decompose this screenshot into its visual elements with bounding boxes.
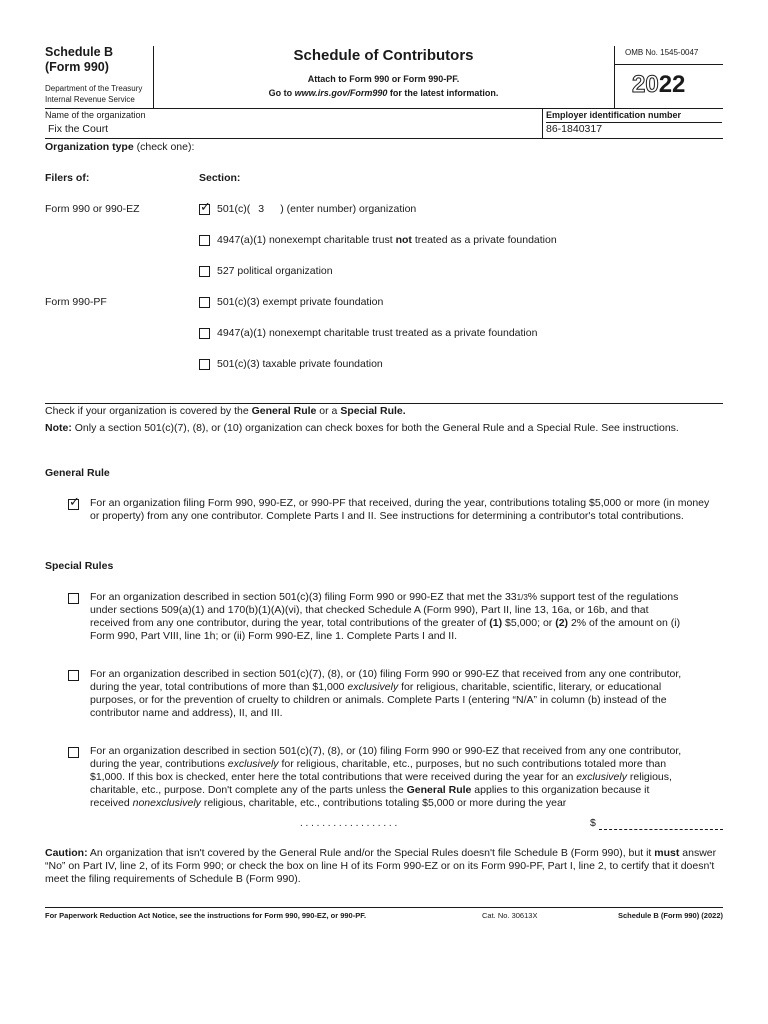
check-mark-icon: ✓: [200, 199, 211, 214]
ein-label: Employer identification number: [546, 110, 722, 123]
special-rules-heading: Special Rules: [45, 560, 114, 572]
section-rule: [45, 403, 723, 404]
rule-note: Note: Only a section 501(c)(7), (8), or (10) organization can check boxes for both the General Rule and a Special Rule. See instructions.: [45, 422, 679, 434]
paperwork-notice: For Paperwork Reduction Act Notice, see the instructions for Form 990, 990-EZ, or 990-PF.: [45, 911, 367, 920]
leader-dots: . . . . . . . . . . . . . . . . . .: [300, 818, 398, 829]
special-rule-3-amount-input[interactable]: [599, 829, 723, 830]
ein-divider: [542, 108, 543, 138]
general-rule-checkbox[interactable]: [68, 494, 80, 510]
omb-divider: [615, 64, 723, 65]
group-990-label: Form 990 or 990-EZ: [45, 203, 140, 215]
special-rule-3-text: For an organization described in section 501(c)(7), (8), or (10) filing Form 990 or 990-EZ that received from any one contributor, during the year, contributions exclusively for religious, charitable, etc., purposes, but no such contributions totaled more than $1,000. If this box is checked, enter here the total contributions that were received during the year for an exclusively religious, charitable, etc., purpose. Don't complete any of the parts unless the General Rule applies to this organization because it received nonexclusively religious, charitable, etc., contributions totaling $5,000 or more during the year: [90, 745, 682, 809]
form-name: (Form 990): [45, 60, 109, 74]
org-type-4947-pf-checkbox[interactable]: [199, 328, 210, 339]
dept-line-1: Department of the Treasury: [45, 84, 143, 93]
org-type-4947-not-pf-checkbox[interactable]: [199, 235, 210, 246]
omb-number: OMB No. 1545-0047: [625, 48, 699, 57]
catalog-number: Cat. No. 30613X: [482, 911, 538, 920]
special-rule-2-text: For an organization described in section 501(c)(7), (8), or (10) filing Form 990 or 990-EZ that received from any one contributor, during the year, total contributions of more than $1,000 exclusively for religious, charitable, scientific, literary, or educational purposes, or for the prevention of cruelty to children or animals. Complete Parts I (entering “N/A” in column (b) instead of the contributor name and address), II, and III.: [90, 668, 682, 719]
org-name-value[interactable]: Fix the Court: [48, 123, 109, 135]
org-type-exempt-pf-label: 501(c)(3) exempt private foundation: [217, 296, 384, 308]
header-divider-right: [614, 46, 615, 108]
attach-instruction: Attach to Form 990 or Form 990-PF.: [307, 74, 460, 84]
special-rule-2-checkbox[interactable]: [68, 670, 79, 681]
dept-line-2: Internal Revenue Service: [45, 95, 135, 104]
org-name-label: Name of the organization: [45, 110, 146, 120]
general-rule-heading: General Rule: [45, 467, 110, 479]
org-type-heading: Organization type (check one):: [45, 141, 195, 153]
org-type-501c-checkbox[interactable]: [199, 199, 211, 215]
tax-year: 2022: [632, 71, 686, 98]
org-bottom-rule: [45, 138, 723, 139]
special-rule-1-text: For an organization described in section 501(c)(3) filing Form 990 or 990-EZ that met the 331/3% support test of the regulations under sections 509(a)(1) and 170(b)(1)(A)(vi), that checked Schedule A (Form 990), Part II, line 13, 16a, or 16b, and that received from any one contributor, during the year, total contributions of the greater of (1) $5,000; or (2) 2% of the amount on (i) Form 990, Part VIII, line 1h; or (ii) Form 990-EZ, line 1. Complete Parts I and II.: [90, 591, 681, 642]
footer-rule: [45, 907, 723, 908]
footer-form-reference: Schedule B (Form 990) (2022): [617, 911, 723, 920]
special-rule-3-checkbox[interactable]: [68, 747, 79, 758]
header-bottom-rule: [45, 108, 723, 109]
org-type-501c-number[interactable]: 3: [258, 203, 265, 215]
org-type-501c-label: 501(c)( 3 ) (enter number) organization: [217, 203, 417, 215]
form-title: Schedule of Contributors: [293, 47, 474, 64]
dollar-sign: $: [590, 817, 596, 829]
irs-url-link[interactable]: www.irs.gov/Form990: [294, 88, 388, 98]
rule-check-instruction: Check if your organization is covered by the General Rule or a Special Rule.: [45, 405, 406, 417]
org-type-4947-pf-label: 4947(a)(1) nonexempt charitable trust treated as a private foundation: [217, 327, 538, 339]
general-rule-text: For an organization filing Form 990, 990-EZ, or 990-PF that received, during the year, contributions totaling $5,000 or more (in money or property) from any one contributor. Complete Parts I and II. See instructions for determining a contributor's total contributions.: [90, 497, 710, 522]
org-type-527-label: 527 political organization: [217, 265, 333, 277]
org-type-taxable-pf-checkbox[interactable]: [199, 359, 210, 370]
goto-instruction: Go to www.irs.gov/Form990 for the latest information.: [268, 88, 499, 98]
org-type-exempt-pf-checkbox[interactable]: [199, 297, 210, 308]
schedule-name: Schedule B: [45, 45, 114, 59]
check-mark-icon: ✓: [69, 494, 80, 509]
org-type-527-checkbox[interactable]: [199, 266, 210, 277]
section-label: Section:: [199, 172, 241, 184]
ein-value[interactable]: 86-1840317: [546, 123, 603, 135]
filers-of-label: Filers of:: [45, 172, 90, 184]
group-990pf-label: Form 990-PF: [45, 296, 107, 308]
org-type-taxable-pf-label: 501(c)(3) taxable private foundation: [217, 358, 383, 370]
org-type-4947-not-pf-label: 4947(a)(1) nonexempt charitable trust not treated as a private foundation: [217, 234, 557, 246]
caution-text: Caution: An organization that isn't covered by the General Rule and/or the Special Rules doesn't file Schedule B (Form 990), but it must answer “No” on Part IV, line 2, of its Form 990; or check the box on line H of its Form 990-EZ or on its Form 990-PF, Part I, line 2, to certify that it doesn't meet the filing requirements of Schedule B (Form 990).: [45, 847, 717, 885]
special-rule-1-checkbox[interactable]: [68, 593, 79, 604]
